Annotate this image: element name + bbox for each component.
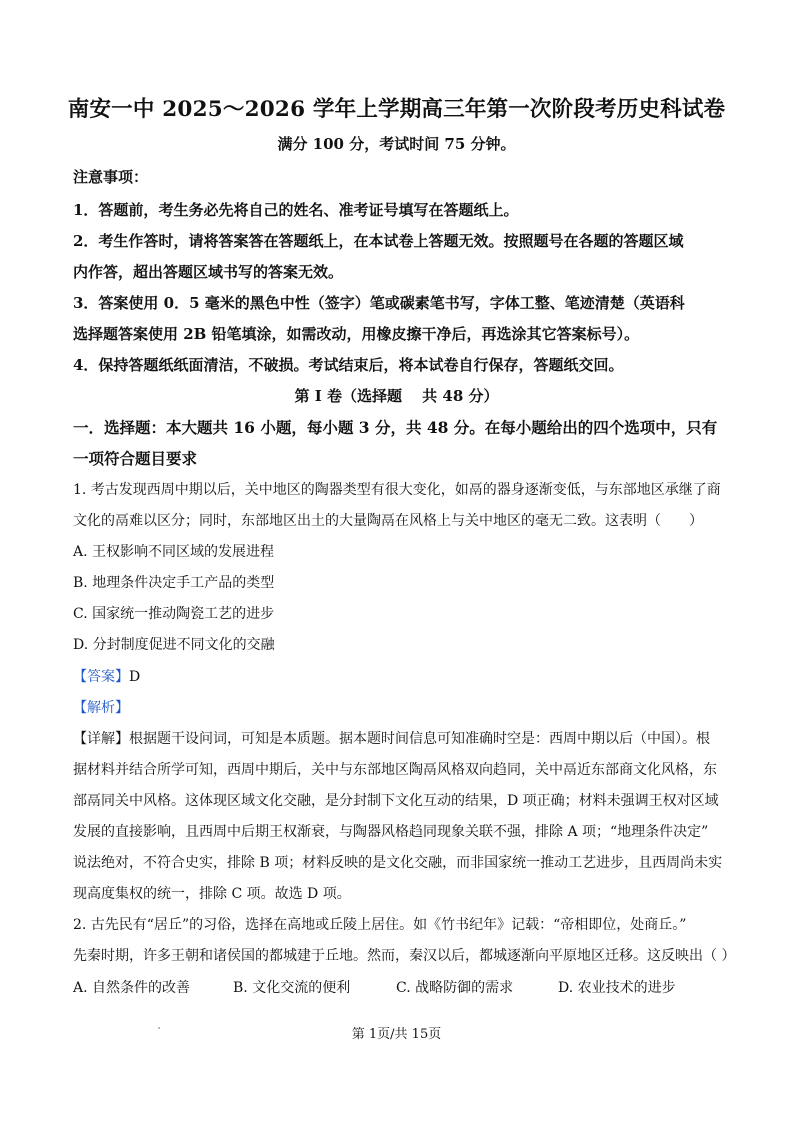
q1-option-d: D. 分封制度促进不同文化的交融 <box>73 637 275 653</box>
q1-detail-line-1: 【详解】根据题干设问词，可知是本质题。据本题时间信息可知准确时空是：西周中期以后（中国）。根 <box>73 731 710 747</box>
q2-option-d: D. 农业技术的进步 <box>558 980 676 996</box>
q1-detail-line-6: 现高度集权的统一，排除 C 项。故选 D 项。 <box>73 886 351 902</box>
page-footer: 第 1页/共 15页 <box>351 1027 442 1042</box>
q1-detail-line-2: 据材料并结合所学可知，西周中期后，关中与东部地区陶鬲风格双向趋同，关中鬲近东部商文化风格，东 <box>73 762 717 778</box>
notice-line-5: 选择题答案使用 2B 铅笔填涂，如需改动，用橡皮擦干净后，再选涂其它答案标号）。 <box>73 325 640 343</box>
notice-line-6: 4．保持答题纸纸面清洁，不破损。考试结束后，将本试卷自行保存，答题纸交回。 <box>73 356 624 374</box>
q1-option-a: A. 王权影响不同区域的发展进程 <box>73 544 275 560</box>
q1-detail-line-5: 说法绝对，不符合史实，排除 B 项；材料反映的是文化交融，而非国家统一推动工艺进步，且西周尚未实 <box>73 855 723 871</box>
notice-line-3: 内作答，超出答题区域书写的答案无效。 <box>73 263 344 281</box>
exam-title: 南安一中 2025～2026 学年上学期高三年第一次阶段考历史科试卷 <box>67 97 726 122</box>
q2-stem-line-1: 2. 古先民有“居丘”的习俗，选择在高地或丘陵上居住。如《竹书纪年》记载：“帝相即位，处商丘。” <box>73 917 687 933</box>
q1-detail-line-3: 部鬲同关中风格。这体现区域文化交融，是分封制下文化互动的结果，D 项正确；材料未强调王权对区域 <box>73 793 719 809</box>
q2-option-b: B. 文化交流的便利 <box>233 980 351 996</box>
q1-analysis-tag: 【解析】 <box>73 700 129 716</box>
notice-line-1: 1．答题前，考生务必先将自己的姓名、准考证号填写在答题纸上。 <box>73 201 519 219</box>
answer-tag: 【答案】 <box>73 669 129 685</box>
q2-option-a: A. 自然条件的改善 <box>73 980 191 996</box>
section-title: 第 I 卷（选择题 共 48 分） <box>294 387 499 405</box>
q1-stem-line-2: 文化的鬲难以区分；同时，东部地区出土的大量陶鬲在风格上与关中地区的毫无二致。这表明（ ） <box>73 513 703 529</box>
part1-instructions-line-1: 一．选择题：本大题共 16 小题，每小题 3 分，共 48 分。在每小题给出的四个选项中，只有 <box>73 418 718 437</box>
q1-detail-line-4: 发展的直接影响，且西周中后期王权渐衰，与陶器风格趋同现象关联不强，排除 A 项；“地理条件决定” <box>73 824 709 840</box>
q1-stem-line-1: 1. 考古发现西周中期以后，关中地区的陶器类型有很大变化，如鬲的器身逐渐变低，与东部地区承继了商 <box>73 482 721 498</box>
q1-option-c: C. 国家统一推动陶瓷工艺的进步 <box>73 606 275 622</box>
q2-stem-line-2: 先秦时期，许多王朝和诸侯国的都城建于丘地。然而，秦汉以后，都城逐渐向平原地区迁移。这反映出（ ） <box>73 948 736 964</box>
notice-line-4: 3．答案使用 0．5 毫米的黑色中性（签字）笔或碳素笔书写，字体工整、笔迹清楚（英语科 <box>73 294 685 312</box>
q1-answer <box>73 666 140 686</box>
part1-instructions-line-2: 一项符合题目要求 <box>73 449 198 468</box>
q1-option-b: B. 地理条件决定手工产品的类型 <box>73 575 275 591</box>
exam-subtitle: 满分 100 分，考试时间 75 分钟。 <box>277 135 516 153</box>
answer-value: D <box>129 669 141 685</box>
notice-line-2: 2．考生作答时，请将答案答在答题纸上，在本试卷上答题无效。按照题号在各题的答题区域 <box>73 232 684 250</box>
q2-option-c: C. 战略防御的需求 <box>396 980 514 996</box>
notice-heading: 注意事项： <box>73 168 149 186</box>
